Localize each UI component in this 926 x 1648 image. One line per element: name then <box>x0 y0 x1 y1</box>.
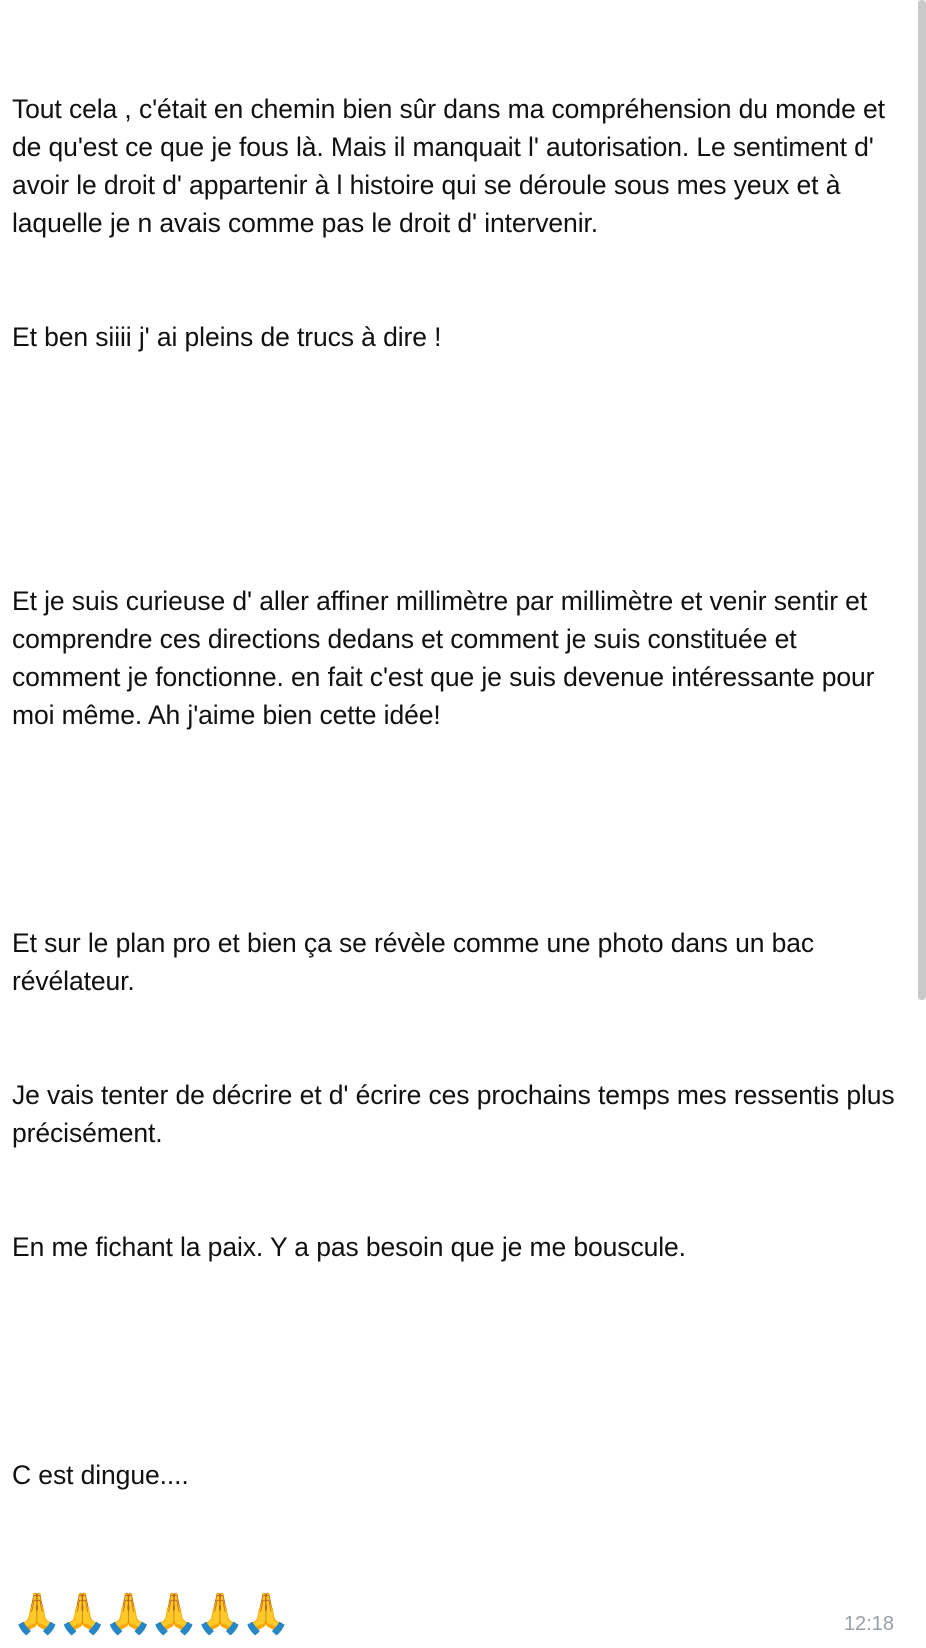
scrollbar-thumb[interactable] <box>918 0 926 1000</box>
message-paragraph: Je vais tenter de décrire et d' écrire ces prochains temps mes ressentis plus précisément. <box>12 1080 902 1148</box>
message-body <box>12 14 904 1570</box>
message-timestamp: 12:18 <box>843 1613 894 1635</box>
message-meta <box>844 1613 894 1636</box>
message-paragraph: C est dingue.... <box>12 1460 189 1490</box>
message-paragraph: En me fichant la paix. Y a pas besoin que je me bouscule. <box>12 1232 686 1262</box>
paragraph-spacer <box>12 1342 904 1380</box>
praying-hands-emoji-row: 🙏🙏🙏🙏🙏🙏 <box>12 1592 287 1636</box>
scrollbar-track[interactable] <box>918 0 926 1000</box>
message-paragraph: Tout cela , c'était en chemin bien sûr dans ma compréhension du monde et de qu'est ce que je fous là. Mais il manquait l' autorisation. Le sentiment d' avoir le droit d' appartenir à l histoire qui se déroule sous mes yeux et à laquelle je n avais comme pas le droit d' intervenir. <box>12 94 893 238</box>
message-paragraph: Et je suis curieuse d' aller affiner millimètre par millimètre et venir sentir et comprendre ces directions dedans et comment je suis constituée et comment je fonctionne. en fait c'est que je suis devenue intéressante pour moi même. Ah j'aime bien cette idée! <box>12 586 882 730</box>
paragraph-spacer <box>12 810 904 848</box>
message-paragraph: Et ben siiii j' ai pleins de trucs à dire ! <box>12 322 442 352</box>
message-paragraph: Et sur le plan pro et bien ça se révèle comme une photo dans un bac révélateur. <box>12 928 829 996</box>
paragraph-spacer <box>12 432 904 506</box>
